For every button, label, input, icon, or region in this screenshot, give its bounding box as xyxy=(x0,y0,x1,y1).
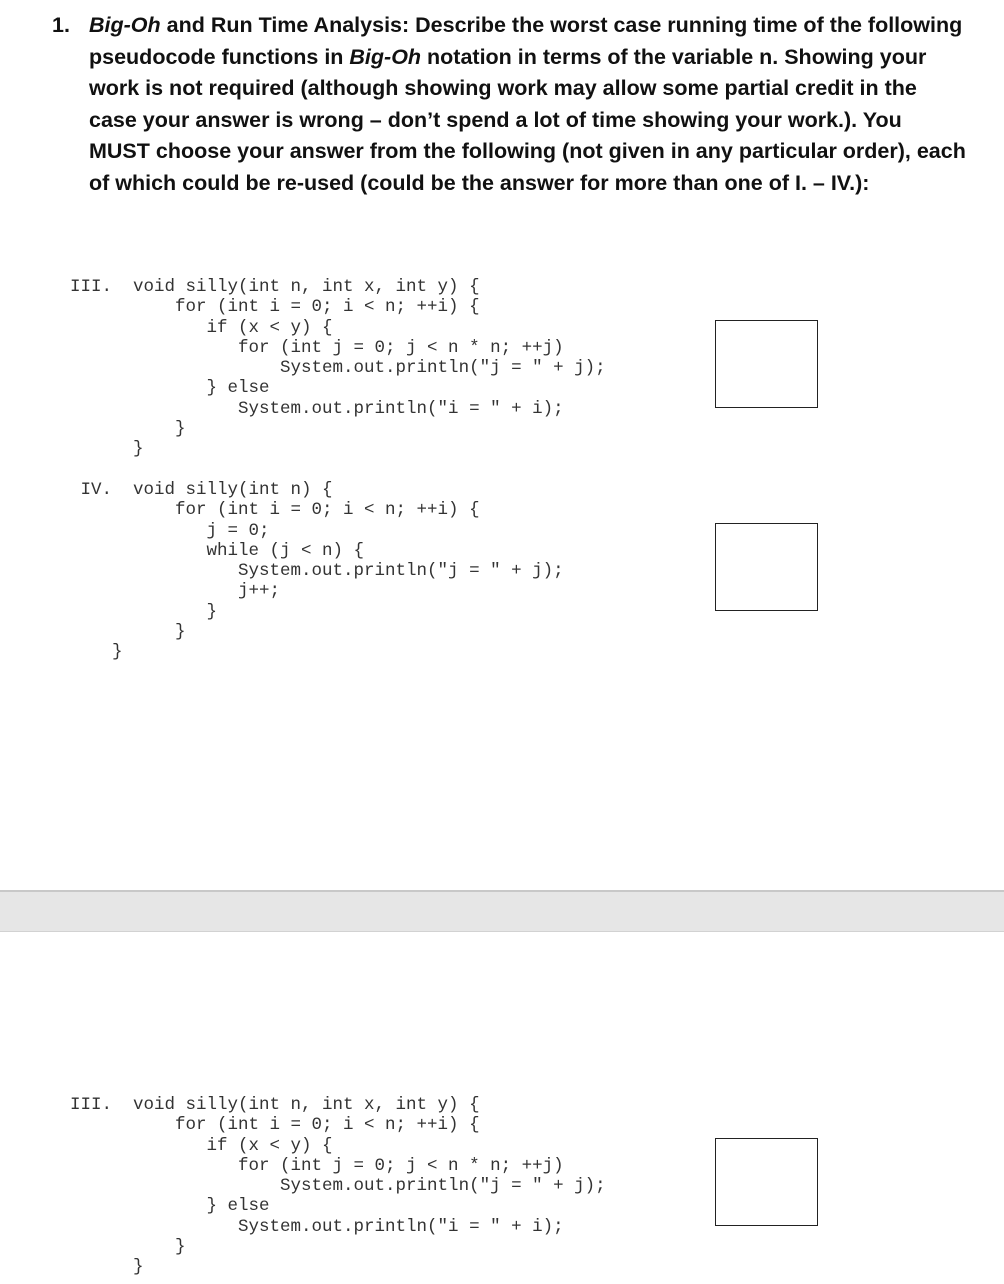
question-title-rest: and Run Time Analysis: Describe the worst case running time of the following pseudocode functions in xyxy=(89,13,963,69)
code-block-problem-iv: IV. void silly(int n) { for (int i = 0; i < n; ++i) { j = 0; while (j < n) { System.out.println("j = " + j); j++; } } } xyxy=(80,480,564,663)
question-body: notation in terms of the variable n. Showing your work is not required (although showing work may allow some partial credit in the case your answer is wrong – don’t spend a lot of time showing your work.). You MUST choose your answer from the following (not given in any particular order), each of which could be re-used (could be the answer for more than one of I. – IV.): xyxy=(89,44,966,195)
answer-box-problem-iii-repeat[interactable] xyxy=(715,1138,818,1226)
page-break-bottom-edge xyxy=(0,931,1004,932)
code-block-problem-iii: III. void silly(int n, int x, int y) { for (int i = 0; i < n; ++i) { if (x < y) { for (int j = 0; j < n * n; ++j) System.out.println("j = " + j); } else System.out.println("i = " + i); } } xyxy=(70,277,606,460)
page-break-top-edge xyxy=(0,890,1004,892)
code-block-problem-iii-repeat: III. void silly(int n, int x, int y) { for (int i = 0; i < n; ++i) { if (x < y) { for (int j = 0; j < n * n; ++j) System.out.println("j = " + j); } else System.out.println("i = " + i); } } xyxy=(70,1095,606,1278)
question-number: 1. xyxy=(52,13,70,37)
question-notation-italic: Big-Oh xyxy=(349,44,422,69)
question-1 xyxy=(52,10,967,199)
question-text xyxy=(89,10,967,199)
question-title-italic: Big-Oh xyxy=(89,13,161,37)
answer-box-problem-iv[interactable] xyxy=(715,523,818,611)
answer-box-problem-iii[interactable] xyxy=(715,320,818,408)
page-break-divider xyxy=(0,890,1004,932)
